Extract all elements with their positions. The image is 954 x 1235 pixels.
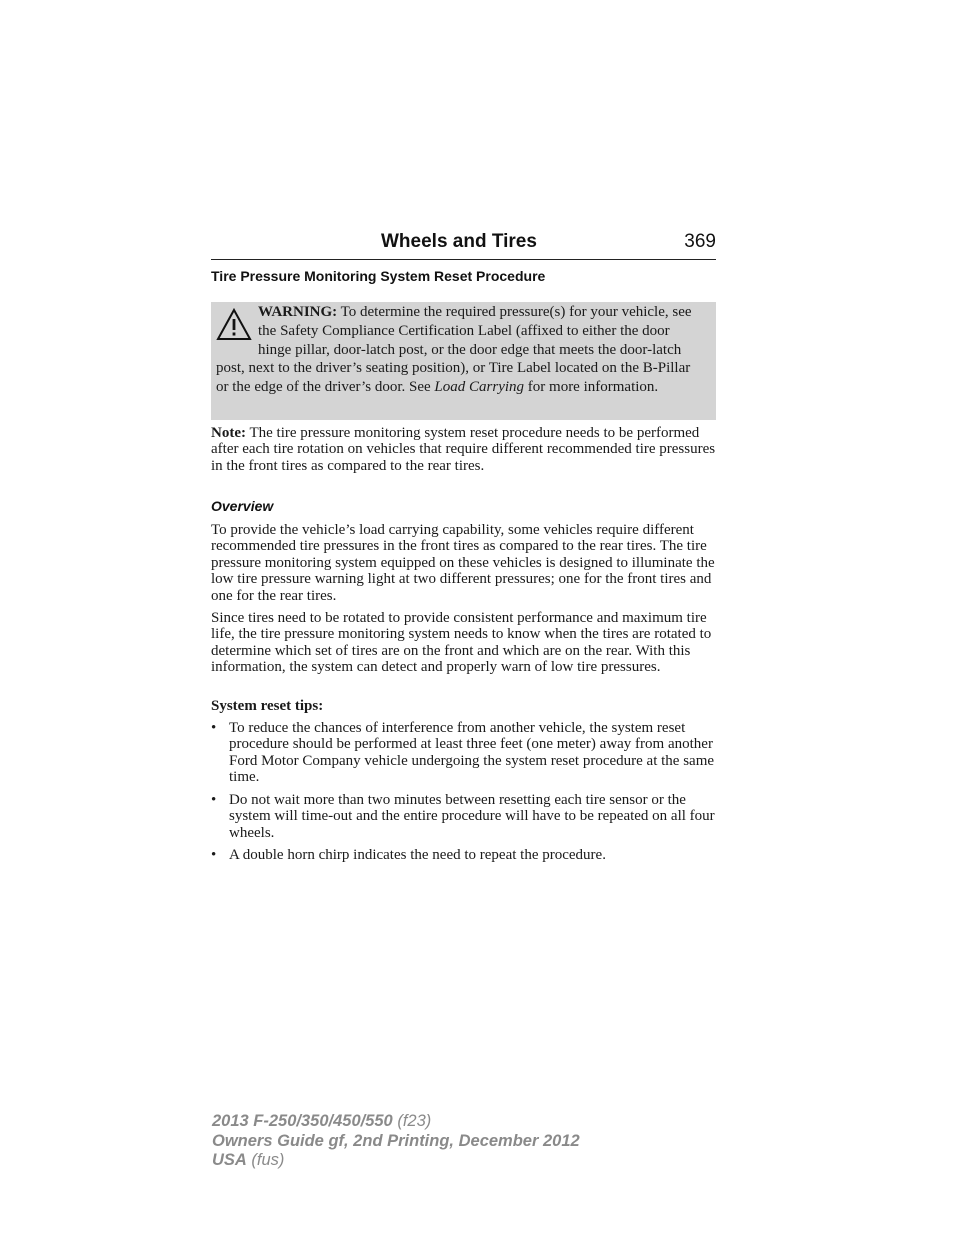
footer-line-1: 2013 F-250/350/450/550 (f23) xyxy=(212,1112,432,1130)
page-header xyxy=(211,229,716,260)
bullet: • xyxy=(211,720,217,736)
page-footer xyxy=(212,1112,580,1171)
warning-text-end: for more information. xyxy=(524,379,659,396)
bullet: • xyxy=(211,792,217,808)
warning-triangle-icon xyxy=(216,307,252,343)
chapter-title: Wheels and Tires xyxy=(381,231,537,252)
bullet: • xyxy=(211,847,217,863)
overview-paragraph-1: To provide the vehicle’s load carrying capability, some vehicles require different recommended tire pressures in the front tires as compared to the rear tires. The tire pressure monitoring system equipped on these vehicles is designed to illuminate the low tire pressure warning light at two different pressures; one for the front tires and one for the rear tires. xyxy=(211,522,715,604)
tips-heading: System reset tips: xyxy=(211,698,324,714)
list-item-text: Do not wait more than two minutes between resetting each tire sensor or the system will time-out and the entire procedure will have to be repeated on all four wheels. xyxy=(229,792,715,841)
overview-paragraph-2: Since tires need to be rotated to provide consistent performance and maximum tire life, the tire pressure monitoring system needs to know when the tires are rotated to determine which set of tires are on the front and which are on the rear. With this information, the system can detect and properly warn of low tire pressures. xyxy=(211,610,712,676)
warning-label: WARNING: xyxy=(258,304,338,320)
list-item-text: To reduce the chances of interference from another vehicle, the system reset procedure should be performed at least three feet (one meter) away from another Ford Motor Company vehicle undergoing the system reset procedure at the same time. xyxy=(229,720,715,786)
list-item xyxy=(211,720,716,786)
footer-line-2: Owners Guide gf, 2nd Printing, December 2012 xyxy=(212,1131,580,1150)
warning-text: To determine the required pressure(s) for your vehicle, see the Safety Compliance Certification Label (affixed to either the door hinge pillar, door-latch post, or the door edge that meets the door-latch post, next to the driver’s seating position), or Tire Label located on the B-Pillar or the edge of the driver’s door. See xyxy=(216,304,692,396)
note-label: Note: xyxy=(211,425,246,441)
list-item-text: A double horn chirp indicates the need to repeat the procedure. xyxy=(229,847,606,863)
note-paragraph xyxy=(211,425,716,474)
footer-line-3: USA (fus) xyxy=(212,1151,285,1169)
warning-link[interactable]: Load Carrying xyxy=(434,379,525,396)
overview-heading: Overview xyxy=(211,498,274,514)
note-text: The tire pressure monitoring system reset procedure needs to be performed after each tire rotation on vehicles that require different recommended tire pressures in the front tires as compared to the rear tires. xyxy=(211,425,716,474)
list-item xyxy=(211,792,716,841)
section-title: Tire Pressure Monitoring System Reset Procedure xyxy=(211,268,546,284)
warning-box xyxy=(211,302,716,420)
list-item xyxy=(211,847,716,863)
page-number: 369 xyxy=(684,231,716,252)
